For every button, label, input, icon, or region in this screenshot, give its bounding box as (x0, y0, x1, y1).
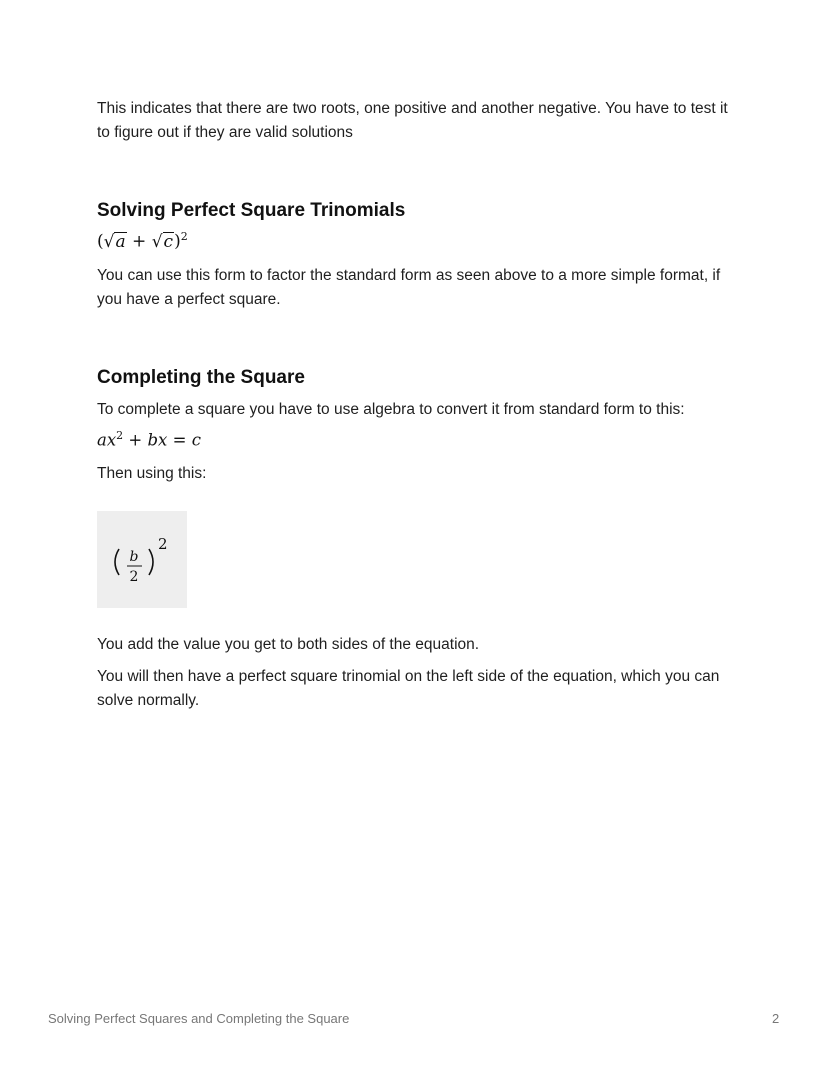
eq-b: b (147, 430, 159, 450)
fraction-formula-svg (97, 511, 187, 608)
section2-intro: To complete a square you have to use algebra to convert it from standard form to this: (97, 401, 685, 418)
sqrt-symbol: √ (103, 231, 115, 252)
conclusion-text: You will then have a perfect square trinomial on the left side of the equation, which you can solve normally. (97, 668, 720, 709)
formula-exponent: 2 (180, 230, 188, 243)
eq-a: a (97, 430, 107, 450)
then-using-text: Then using this: (97, 465, 207, 482)
footer-title: Solving Perfect Squares and Completing the Square (48, 1011, 350, 1026)
formula-open-paren: ( (97, 231, 104, 252)
eq-equals: = (172, 430, 187, 450)
intro-paragraph: This indicates that there are two roots, one positive and another negative. You have to test it to figure out if they are valid solutions (97, 100, 728, 141)
formula-var-a: a (115, 231, 126, 252)
fraction-formula-image (97, 511, 187, 608)
sqrt-a (104, 232, 127, 252)
footer-page-number: 2 (772, 1011, 780, 1026)
formula-var-c: c (163, 231, 174, 252)
sqrt-symbol: √ (151, 231, 163, 252)
add-value-text: You add the value you get to both sides of the equation. (97, 636, 480, 653)
formula-close-paren: ) (174, 231, 181, 252)
fraction-denominator: 2 (129, 569, 139, 585)
left-paren (115, 549, 119, 575)
eq-c: c (191, 430, 201, 450)
fraction-numerator: b (129, 549, 139, 565)
eq-x1: x (106, 430, 117, 450)
sqrt-c (152, 232, 174, 252)
standard-equation (97, 429, 201, 450)
formula-plus: + (132, 231, 147, 252)
section1-body: You can use this form to factor the standard form as seen above to a more simple format, if you have a perfect square. (97, 267, 721, 308)
section-heading-completing-the-square: Completing the Square (97, 367, 305, 388)
right-paren (149, 549, 153, 575)
eq-exponent: 2 (116, 429, 124, 442)
section-heading-perfect-square-trinomials: Solving Perfect Square Trinomials (97, 200, 406, 221)
eq-x2: x (158, 430, 168, 450)
perfect-square-formula (97, 230, 188, 252)
eq-plus: + (128, 430, 143, 450)
fraction-exponent: 2 (158, 535, 168, 553)
